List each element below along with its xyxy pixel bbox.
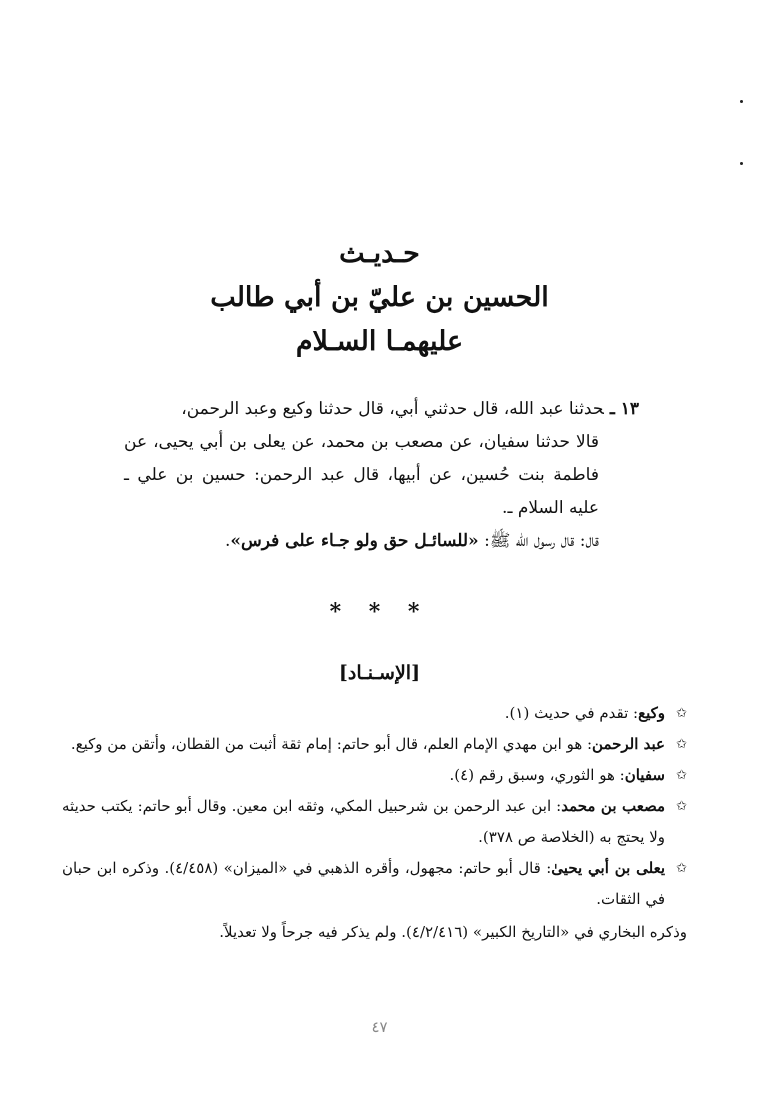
- hadith-chain: قالا حدثنا سفيان، عن مصعب بن محمد، عن يعلى بن أبي يحيى، عن فاطمة بنت حُسين، عن أبيها، قال عبد الرحمن: حسين بن علي ـ عليه السلام ـ.: [124, 432, 599, 518]
- hadith-quote: «للسائـل حق ولو جـاء على فرس»: [230, 531, 479, 551]
- isnad-list: [62, 698, 687, 948]
- narrator-name: يعلى بن أبي يحيىٰ: [551, 859, 665, 877]
- hadith-quote-intro: قال: قال رسول الله ﷺ:: [484, 531, 599, 551]
- title-line-2: الحسين بن عليّ بن أبي طالب: [210, 282, 549, 313]
- star-icon: ✩: [676, 706, 687, 721]
- hadith-line-1: حدثنا عبد الله، قال حدثني أبي، قال حدثنا وكيع وعبد الرحمن،: [181, 399, 604, 419]
- hadith-text: [124, 393, 639, 558]
- isnad-footnote: وذكره البخاري في «التاريخ الكبير» (٤/٢/٤١٦). ولم يذكر فيه جرحاً ولا تعديلاً.: [219, 923, 687, 941]
- margin-mark: [740, 100, 743, 103]
- isnad-item: [62, 760, 687, 791]
- narrator-note: : تقدم في حديث (١).: [504, 704, 639, 722]
- narrator-name: مصعب بن محمد: [561, 797, 665, 815]
- isnad-item: [62, 729, 687, 760]
- hadith-first-line: [124, 393, 639, 426]
- narrator-note: : هو الثوري، وسبق رقم (٤).: [449, 766, 625, 784]
- title-line-1: حـديـث: [339, 238, 420, 269]
- isnad-item: [62, 853, 687, 915]
- narrator-note: : هو ابن مهدي الإمام العلم، قال أبو حاتم: إمام ثقة أثبت من القطان، وأتقن من وكيع.: [70, 735, 593, 753]
- page-number: ٤٧: [371, 1018, 388, 1036]
- star-icon: ✩: [676, 768, 687, 783]
- hadith-matn: [124, 525, 639, 558]
- narrator-name: عبد الرحمن: [592, 735, 665, 753]
- narrator-name: سفيان: [624, 766, 665, 784]
- hadith-number: ١٣ ـ: [609, 399, 639, 419]
- isnad-item: [62, 791, 687, 853]
- title-line-3: عليهمـا السـلام: [295, 326, 464, 357]
- narrator-note: : قال أبو حاتم: مجهول، وأقره الذهبي في «الميزان» (٤/٤٥٨). وذكره ابن حبان في الثقات.: [62, 859, 665, 908]
- margin-mark: [740, 162, 743, 165]
- star-icon: ✩: [676, 737, 687, 752]
- isnad-heading: [الإسـنـاد]: [338, 662, 421, 684]
- star-icon: ✩: [676, 799, 687, 814]
- star-icon: ✩: [676, 861, 687, 876]
- narrator-note: : ابن عبد الرحمن بن شرحبيل المكي، وثقه ابن معين. وقال أبو حاتم: يكتب حديثه ولا يحتج به (الخلاصة ص ٣٧٨).: [62, 797, 665, 846]
- hadith-quote-end: .: [224, 531, 231, 551]
- chapter-title: [0, 232, 759, 364]
- narrator-name: وكيع: [638, 704, 665, 722]
- section-separator: * * *: [329, 599, 430, 625]
- isnad-item: [62, 698, 687, 729]
